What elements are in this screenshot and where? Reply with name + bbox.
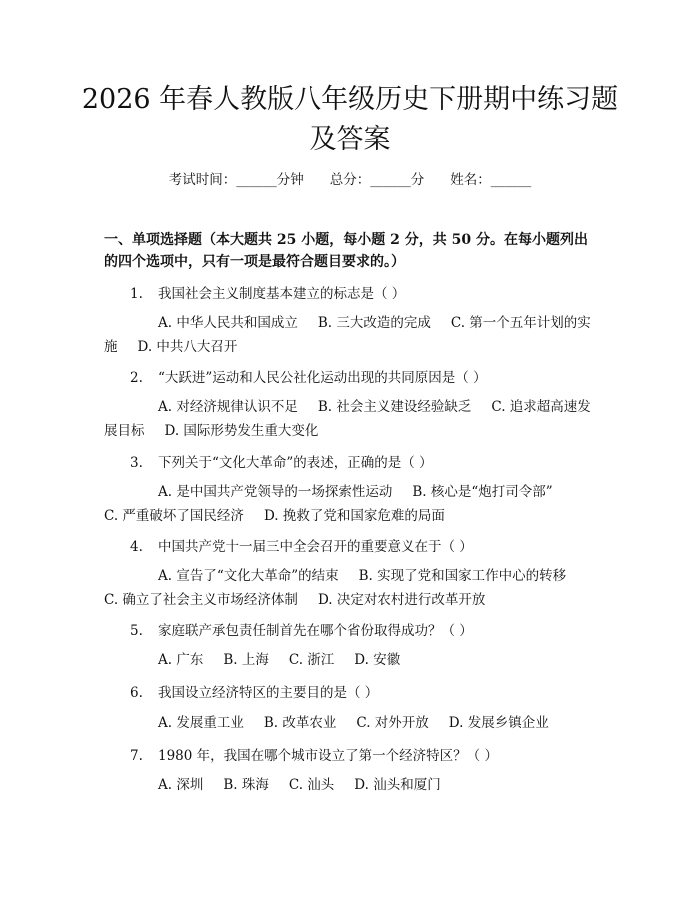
option-d: D. 决定对农村进行改革开放 — [317, 592, 486, 608]
question-5-stem — [130, 619, 473, 639]
question-number: 1. — [130, 286, 143, 302]
option-c: C. 严重破坏了国民经济 — [104, 508, 244, 524]
option-a: A. 广东 — [158, 652, 204, 668]
question-1-options — [104, 311, 604, 359]
option-a: A. 发展重工业 — [158, 715, 244, 731]
option-a: A. 深圳 — [158, 777, 204, 793]
question-number: 6. — [130, 685, 143, 701]
question-5-options — [104, 648, 604, 672]
option-b: B. 上海 — [223, 652, 269, 668]
question-3-options — [104, 480, 604, 528]
option-b: B. 三大改造的完成 — [317, 315, 431, 331]
document-title — [80, 80, 620, 160]
option-c: C. 汕头 — [288, 777, 335, 793]
question-text: 中国共产党十一届三中全会召开的重要意义在于（ ） — [158, 539, 473, 555]
option-d: D. 汕头和厦门 — [354, 777, 441, 793]
option-b: B. 实现了党和国家工作中心的转移 — [358, 568, 567, 584]
total-score-field: 总分：______分 — [329, 172, 425, 188]
question-text: 家庭联产承包责任制首先在哪个省份取得成功？（ ） — [158, 623, 473, 639]
option-c: C. 确立了社会主义市场经济体制 — [104, 592, 298, 608]
option-d: D. 国际形势发生重大变化 — [164, 423, 319, 439]
question-3-stem — [130, 451, 433, 471]
question-4-options — [104, 564, 604, 612]
option-c: C. 追求超高速发展目标 — [104, 399, 591, 439]
option-b: B. 珠海 — [223, 777, 269, 793]
question-number: 2. — [130, 370, 143, 386]
question-text: 我国社会主义制度基本建立的标志是（ ） — [158, 286, 406, 302]
option-d: D. 中共八大召开 — [137, 339, 238, 355]
title-line-1: 2026 年春人教版八年级历史下册期中练习题 — [81, 84, 619, 115]
option-d: D. 挽救了党和国家危难的局面 — [263, 508, 445, 524]
question-number: 3. — [130, 455, 143, 471]
question-2-options — [104, 395, 604, 443]
question-text: “大跃进”运动和人民公社化运动出现的共同原因是（ ） — [158, 370, 487, 386]
section-title-single-choice: 一、单项选择题（本大题共 25 小题，每小题 2 分，共 50 分。在每小题列出的四个选项中，只有一项是最符合题目要求的。） — [104, 232, 588, 270]
option-a: A. 是中国共产党领导的一场探索性运动 — [158, 484, 393, 500]
question-number: 7. — [130, 748, 143, 764]
option-b: B. 核心是“炮打司令部” — [412, 484, 553, 500]
question-7-options — [104, 773, 604, 797]
exam-meta — [0, 168, 700, 188]
question-number: 5. — [130, 623, 143, 639]
exam-time-field: 考试时间：______分钟 — [168, 172, 304, 188]
question-6-stem — [130, 681, 378, 701]
option-d: D. 发展乡镇企业 — [448, 715, 549, 731]
question-text: 下列关于“文化大革命”的表述，正确的是（ ） — [158, 455, 433, 471]
question-1-stem — [130, 282, 405, 302]
option-c: C. 浙江 — [288, 652, 335, 668]
option-d: D. 安徽 — [354, 652, 401, 668]
question-4-stem — [130, 535, 473, 555]
question-2-stem — [130, 366, 487, 386]
question-7-stem — [130, 744, 498, 764]
option-b: B. 改革农业 — [263, 715, 337, 731]
option-c: C. 第一个五年计划的实施 — [104, 315, 591, 355]
question-text: 1980 年，我国在哪个城市设立了第一个经济特区？（ ） — [158, 748, 498, 764]
question-6-options — [104, 711, 604, 735]
option-a: A. 对经济规律认识不足 — [158, 399, 298, 415]
question-number: 4. — [130, 539, 143, 555]
title-line-2: 及答案 — [309, 124, 391, 155]
question-text: 我国设立经济特区的主要目的是（ ） — [158, 685, 379, 701]
student-name-field: 姓名：______ — [450, 172, 532, 188]
option-b: B. 社会主义建设经验缺乏 — [317, 399, 472, 415]
option-a: A. 宣告了“文化大革命”的结束 — [158, 568, 339, 584]
option-a: A. 中华人民共和国成立 — [158, 315, 298, 331]
option-c: C. 对外开放 — [356, 715, 429, 731]
